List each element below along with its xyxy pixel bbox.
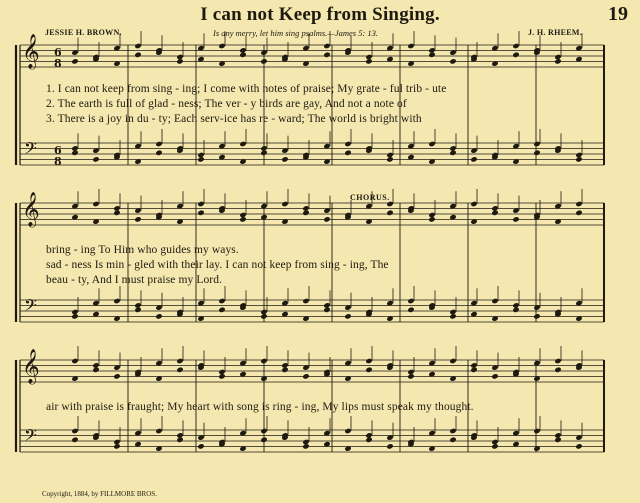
note-head	[113, 439, 120, 445]
note-head	[449, 358, 456, 364]
note-head	[533, 141, 540, 147]
note-head	[575, 443, 582, 449]
note-head	[260, 428, 267, 434]
verse-2-line-2: sad - ness Is min - gled with their lay. I can not keep from sing - ing, The	[46, 259, 389, 271]
note-head	[512, 43, 519, 49]
note-head	[533, 428, 540, 434]
composer-credit: J. H. RHEEM.	[528, 28, 583, 37]
note-head	[386, 152, 393, 158]
note-head	[512, 216, 519, 222]
hymn-title: I can not Keep from Singing.	[200, 4, 440, 25]
note-head	[260, 309, 267, 315]
note-head	[71, 428, 78, 434]
note-head	[260, 58, 267, 64]
note-head	[134, 216, 141, 222]
note-head	[533, 150, 540, 156]
note-head	[176, 367, 183, 373]
treble-clef: 𝄞	[22, 349, 40, 384]
copyright-notice: Copyright, 1884, by FILLMORE BROS.	[42, 490, 157, 498]
note-head	[386, 210, 393, 216]
note-head	[281, 362, 288, 368]
note-head	[281, 201, 288, 207]
note-head	[134, 302, 141, 308]
verse-1-line-1: 1. I can not keep from sing - ing; I come with notes of praise; My grate - ful trib - ute	[46, 83, 447, 95]
note-head	[470, 362, 477, 368]
time-signature-bottom: 8	[54, 57, 62, 70]
note-head	[71, 145, 78, 151]
treble-clef: 𝄞	[22, 34, 40, 69]
note-head	[218, 307, 225, 313]
note-head	[218, 298, 225, 304]
note-head	[575, 210, 582, 216]
note-head	[197, 152, 204, 158]
note-head	[92, 201, 99, 207]
note-head	[344, 428, 351, 434]
note-head	[260, 145, 267, 151]
note-head	[155, 428, 162, 434]
note-head	[386, 443, 393, 449]
note-head	[71, 437, 78, 443]
note-head	[302, 439, 309, 445]
note-head	[449, 309, 456, 315]
note-head	[239, 212, 246, 218]
note-head	[302, 205, 309, 211]
note-head	[155, 141, 162, 147]
verse-3-line-1: 3. There is a joy in du - ty; Each serv-ice has re - ward; The world is bright with	[46, 113, 422, 125]
note-head	[323, 52, 330, 58]
scripture-epigraph: Is any merry, let him sing psalms.—James 5: 13.	[213, 28, 379, 38]
note-head	[113, 205, 120, 211]
note-head	[491, 373, 498, 379]
note-head	[239, 141, 246, 147]
note-head	[449, 58, 456, 64]
note-head	[554, 358, 561, 364]
note-head	[134, 52, 141, 58]
note-head	[449, 437, 456, 443]
note-head	[155, 150, 162, 156]
note-head	[554, 432, 561, 438]
note-head	[323, 302, 330, 308]
time-signature-bottom: 8	[54, 155, 62, 168]
note-head	[449, 428, 456, 434]
note-head	[197, 210, 204, 216]
note-head	[365, 432, 372, 438]
note-head	[344, 313, 351, 319]
note-head	[428, 212, 435, 218]
note-head	[470, 201, 477, 207]
note-head	[554, 54, 561, 60]
note-head	[512, 52, 519, 58]
note-head	[575, 152, 582, 158]
author-credit: JESSIE H. BROWN.	[45, 28, 122, 37]
bass-clef: 𝄢	[24, 295, 37, 319]
note-head	[218, 369, 225, 375]
bass-clef: 𝄢	[24, 425, 37, 449]
note-head	[176, 358, 183, 364]
chorus-lyric-line: air with praise is fraught; My heart with song is ring - ing, My lips must speak my thought.	[46, 401, 474, 413]
note-head	[344, 141, 351, 147]
note-head	[365, 358, 372, 364]
note-head	[92, 362, 99, 368]
note-head	[407, 369, 414, 375]
note-head	[491, 298, 498, 304]
note-head	[134, 43, 141, 49]
note-head	[323, 216, 330, 222]
note-head	[407, 298, 414, 304]
note-head	[71, 358, 78, 364]
note-head	[197, 201, 204, 207]
note-head	[176, 54, 183, 60]
note-head	[113, 373, 120, 379]
note-head	[344, 150, 351, 156]
time-signature-top: 6	[54, 144, 62, 157]
note-head	[554, 367, 561, 373]
note-head	[176, 432, 183, 438]
note-head	[365, 367, 372, 373]
note-head	[491, 439, 498, 445]
note-head	[407, 307, 414, 313]
note-head	[239, 47, 246, 53]
page-number: 19	[608, 3, 628, 25]
note-head	[491, 205, 498, 211]
note-head	[302, 298, 309, 304]
time-signature-top: 6	[54, 46, 62, 59]
note-head	[92, 156, 99, 162]
verse-2-line-1: 2. The earth is full of glad - ness; The ver - y birds are gay, And not a note of	[46, 98, 407, 110]
note-head	[323, 43, 330, 49]
verse-3-line-2: beau - ty, And I must praise my Lord.	[46, 274, 223, 286]
note-head	[260, 437, 267, 443]
note-head	[512, 302, 519, 308]
note-head	[575, 201, 582, 207]
note-head	[470, 156, 477, 162]
note-head	[302, 373, 309, 379]
note-head	[533, 313, 540, 319]
note-head	[281, 156, 288, 162]
note-head	[449, 145, 456, 151]
chorus-label: CHORUS.	[350, 193, 390, 202]
note-head	[197, 443, 204, 449]
note-head	[260, 358, 267, 364]
note-head	[218, 43, 225, 49]
note-head	[365, 54, 372, 60]
note-head	[428, 47, 435, 53]
note-head	[71, 309, 78, 315]
note-head	[155, 313, 162, 319]
note-head	[113, 298, 120, 304]
note-head	[407, 43, 414, 49]
treble-clef: 𝄞	[22, 192, 40, 227]
verse-1-line-2: bring - ing To Him who guides my ways.	[46, 244, 239, 256]
note-head	[428, 141, 435, 147]
bass-clef: 𝄢	[24, 138, 37, 162]
note-head	[71, 58, 78, 64]
